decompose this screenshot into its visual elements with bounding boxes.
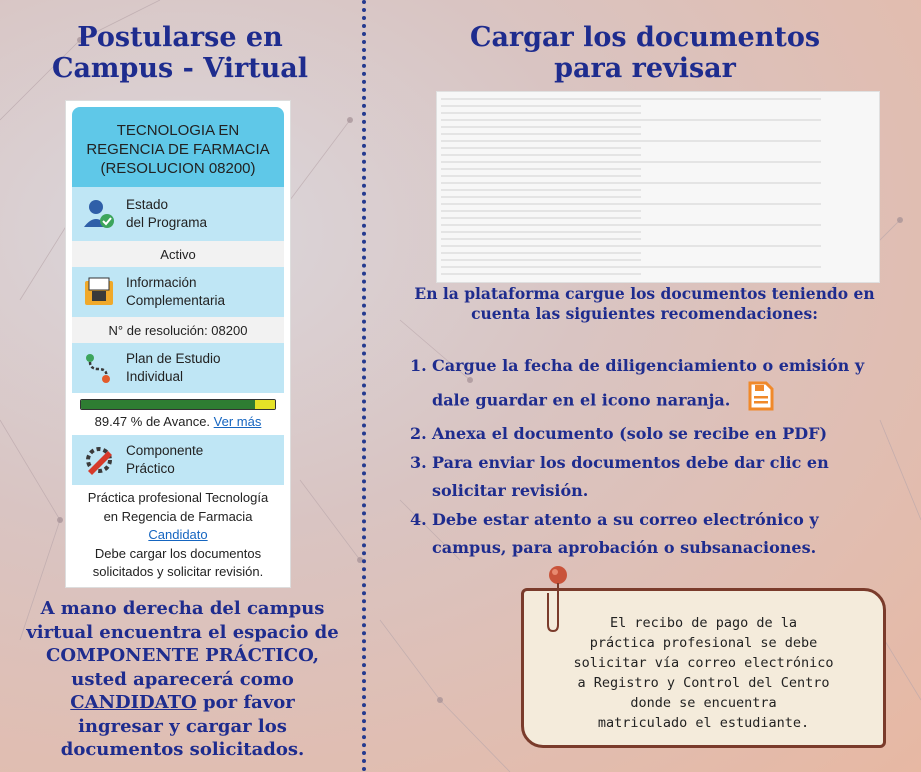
recommendation-line: cuenta las siguientes recomendaciones: xyxy=(471,304,818,323)
step-text: solicitar revisión. xyxy=(432,481,589,500)
componente-label: Práctico xyxy=(126,461,175,476)
form-row-placeholder xyxy=(441,231,641,233)
step-number: 3. xyxy=(410,452,427,472)
step-number: 1. xyxy=(410,356,427,375)
step-text: campus, para aprobación o subsanaciones. xyxy=(432,538,817,557)
form-row-placeholder xyxy=(441,203,821,205)
program-title-line: (RESOLUCION 08200) xyxy=(100,160,256,177)
form-row-placeholder xyxy=(441,126,641,128)
form-row-placeholder xyxy=(441,98,821,100)
recommendation-intro xyxy=(392,284,897,324)
plan-label: Plan de Estudio xyxy=(126,351,221,366)
caption-line: ingresar y cargar los xyxy=(78,715,287,737)
progress-bar xyxy=(80,399,276,410)
caption-fragment: por favor xyxy=(196,692,295,713)
form-row-placeholder xyxy=(441,175,641,177)
form-row-placeholder xyxy=(441,119,821,121)
practica-line: Práctica profesional Tecnología xyxy=(87,490,269,505)
debe-cargar-line: Debe cargar los documentos xyxy=(94,545,262,561)
resolucion-value: N° de resolución: 08200 xyxy=(72,317,284,343)
step-number: 4. xyxy=(410,509,427,529)
form-row-placeholder xyxy=(441,196,641,198)
form-row-placeholder xyxy=(441,161,821,163)
step-text: Debe estar atento a su correo electrónico y xyxy=(432,509,819,529)
left-heading-line: Campus - Virtual xyxy=(51,53,309,84)
form-row-placeholder xyxy=(441,210,641,212)
form-row-placeholder xyxy=(441,168,641,170)
progress-fill xyxy=(81,400,255,409)
pencil-gear-icon xyxy=(72,443,126,477)
form-row-placeholder xyxy=(441,112,641,114)
form-row-placeholder xyxy=(441,154,641,156)
step-number: 2. xyxy=(410,424,427,443)
left-heading-line: Postularse en xyxy=(77,22,283,53)
progress-percent-text: 89.47 % de Avance. xyxy=(94,414,211,429)
plan-estudio-row[interactable] xyxy=(72,343,284,393)
ver-mas-link[interactable]: Ver más xyxy=(213,414,262,429)
progress-text xyxy=(80,414,276,429)
componente-label: Componente xyxy=(126,443,204,458)
note-line: solicitar vía correo electrónico xyxy=(573,655,834,671)
step-item xyxy=(410,449,890,506)
progress-section xyxy=(66,393,290,429)
step-text: dale guardar en el icono naranja. xyxy=(432,389,731,409)
caption-line: COMPONENTE PRÁCTICO, xyxy=(46,645,319,666)
caption-line: A mano derecha del campus xyxy=(40,598,325,619)
step-text: Para enviar los documentos debe dar clic en xyxy=(432,452,829,472)
plan-label: Individual xyxy=(126,369,184,384)
form-row-placeholder xyxy=(441,147,641,149)
caption-line xyxy=(15,691,350,715)
form-row-placeholder xyxy=(441,266,821,268)
step-item xyxy=(410,420,890,449)
recommendation-line: En la plataforma cargue los documentos teniendo en xyxy=(414,284,875,303)
paperclip-pin-icon xyxy=(546,563,570,633)
practica-details xyxy=(72,485,284,582)
step-item xyxy=(410,506,890,563)
estado-value: Activo xyxy=(72,241,284,267)
left-caption xyxy=(15,597,350,762)
form-row-placeholder xyxy=(441,105,641,107)
candidato-emphasis: CANDIDATO xyxy=(70,692,197,713)
note-line: matriculado el estudiante. xyxy=(597,715,810,731)
form-row-placeholder xyxy=(441,133,641,135)
debe-cargar-line: solicitados y solicitar revisión. xyxy=(92,564,264,579)
note-line: a Registro y Control del Centro xyxy=(577,675,830,691)
note-line: práctica profesional se debe xyxy=(589,635,818,651)
form-row-placeholder xyxy=(441,245,821,247)
campus-program-card xyxy=(66,101,290,587)
folder-docs-icon xyxy=(72,275,126,309)
form-row-placeholder xyxy=(441,224,821,226)
form-row-placeholder xyxy=(441,273,641,275)
form-row-placeholder xyxy=(441,217,641,219)
form-row-placeholder xyxy=(441,140,821,142)
componente-practico-row[interactable] xyxy=(72,435,284,485)
steps-list xyxy=(410,352,890,563)
step-text: Cargue la fecha de diligenciamiento o emisión y xyxy=(432,356,865,375)
right-heading xyxy=(385,22,905,84)
right-heading-line: Cargar los documentos xyxy=(469,22,821,53)
form-row-placeholder xyxy=(441,238,641,240)
estado-label: del Programa xyxy=(126,215,208,230)
info-label: Información xyxy=(126,275,197,290)
left-heading xyxy=(20,22,340,84)
caption-line: documentos solicitados. xyxy=(60,739,305,760)
caption-line: virtual encuentra el espacio de xyxy=(26,621,339,643)
form-row-placeholder xyxy=(441,182,821,184)
form-row-placeholder xyxy=(441,252,641,254)
route-plan-icon xyxy=(72,351,126,385)
orange-save-icon xyxy=(748,381,774,421)
info-label: Complementaria xyxy=(126,293,226,308)
info-complementaria-row[interactable] xyxy=(72,267,284,317)
program-title xyxy=(72,107,284,187)
step-text: Anexa el documento (solo se recibe en PDF) xyxy=(432,424,828,443)
note-line: El recibo de pago de la xyxy=(610,615,797,631)
form-row-placeholder xyxy=(441,189,641,191)
dotted-divider xyxy=(362,0,366,772)
progress-remaining xyxy=(255,400,275,409)
estado-label: Estado xyxy=(126,197,169,212)
form-row-placeholder xyxy=(441,259,641,261)
program-title-line: TECNOLOGIA EN xyxy=(116,122,240,139)
program-title-line: REGENCIA DE FARMACIA xyxy=(86,141,270,158)
right-heading-line: para revisar xyxy=(554,53,736,84)
documents-form-screenshot xyxy=(436,91,880,283)
user-check-icon xyxy=(72,197,126,231)
payment-note xyxy=(521,588,886,748)
candidato-link[interactable]: Candidato xyxy=(148,527,208,542)
note-line: donde se encuentra xyxy=(630,695,777,711)
note-text xyxy=(524,613,883,733)
step-item xyxy=(410,352,890,420)
estado-programa-row[interactable] xyxy=(72,187,284,241)
practica-line: en Regencia de Farmacia xyxy=(103,508,253,524)
caption-line: usted aparecerá como xyxy=(71,668,294,690)
